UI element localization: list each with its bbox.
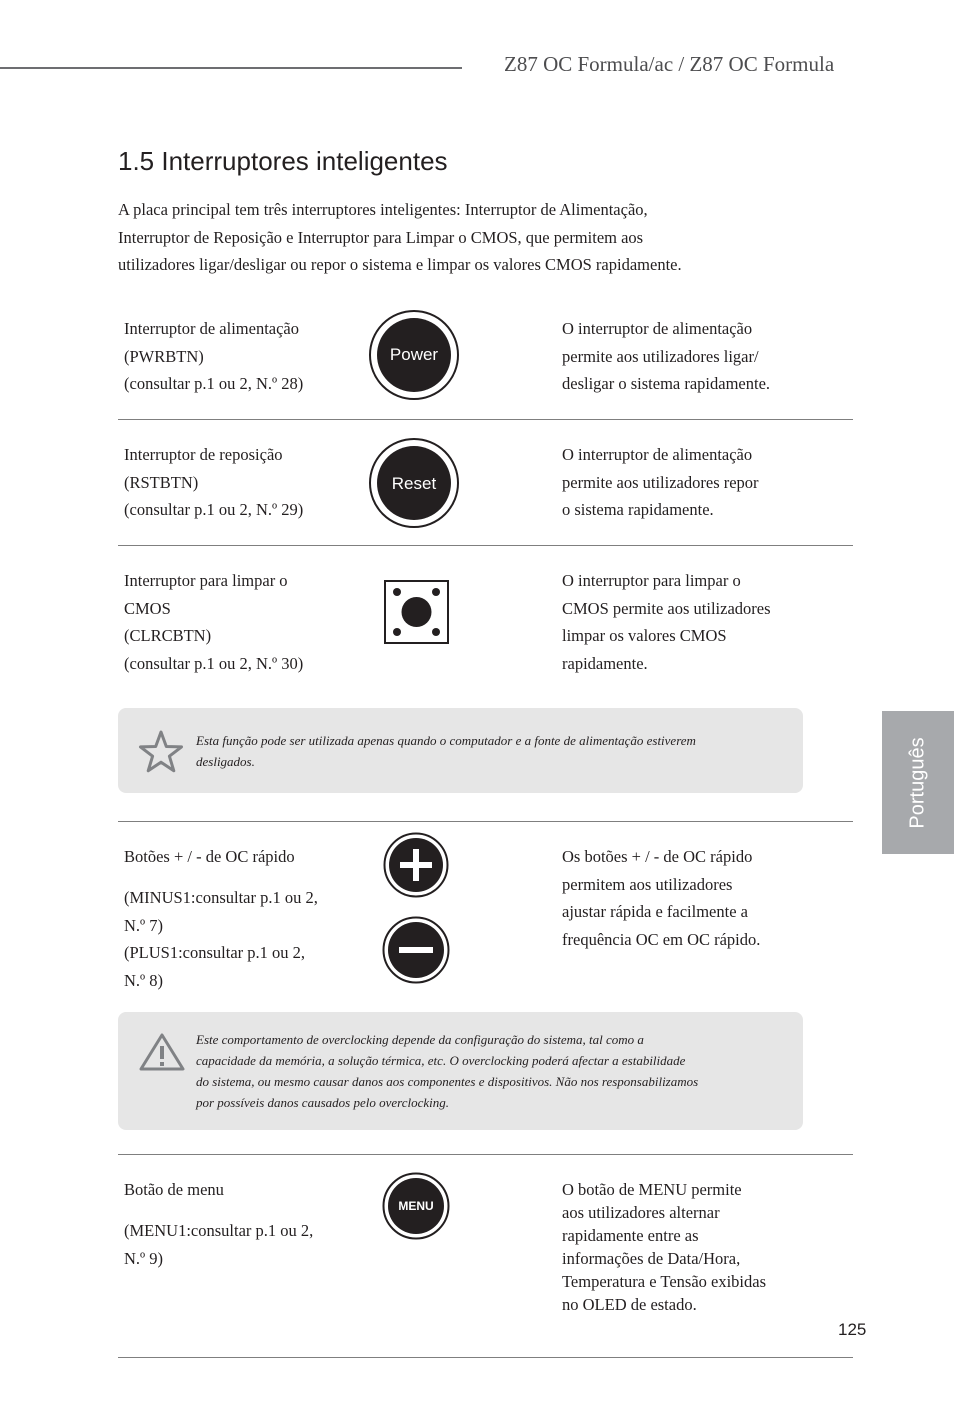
desc-line: desligar o sistema rapidamente. <box>562 374 771 393</box>
note-line: Esta função pode ser utilizada apenas quando o computador e a fonte de alimentação estiverem <box>196 733 696 748</box>
menu-references <box>124 1217 313 1272</box>
reset-button-text: Reset <box>391 474 437 493</box>
desc-line: rapidamente. <box>562 653 648 673</box>
row-divider <box>118 1154 853 1155</box>
header-rule <box>0 67 462 69</box>
warning-line: por possíveis danos causados pelo overclocking. <box>196 1095 449 1110</box>
row-divider <box>118 545 853 546</box>
ref-line: (MINUS1:consultar p.1 ou 2, <box>124 888 318 907</box>
desc-line: O interruptor de alimentação <box>562 319 753 338</box>
desc-line: frequência OC em OC rápido. <box>562 929 761 949</box>
label-line: (RSTBTN) <box>124 472 199 492</box>
power-switch-label <box>124 315 303 398</box>
intro-paragraph <box>118 196 838 279</box>
label-line: Interruptor para limpar o <box>124 571 288 590</box>
desc-line: O botão de MENU permite <box>562 1180 742 1199</box>
desc-line: o sistema rapidamente. <box>562 500 714 519</box>
desc-line: O interruptor de alimentação <box>562 445 753 464</box>
desc-line: no OLED de estado. <box>562 1295 697 1314</box>
label-line: (consultar p.1 ou 2, N.º 30) <box>124 653 304 673</box>
star-icon <box>138 729 184 773</box>
label-line: (consultar p.1 ou 2, N.º 28) <box>124 374 304 393</box>
rapid-oc-references <box>124 884 318 994</box>
warning-box <box>118 1012 803 1130</box>
warning-icon <box>138 1032 186 1072</box>
power-switch-description <box>562 315 770 398</box>
ref-line: (PLUS1:consultar p.1 ou 2, <box>124 943 306 962</box>
intro-line: Interruptor de Reposição e Interruptor para Limpar o CMOS, que permitem aos <box>118 227 644 247</box>
desc-line: aos utilizadores alternar <box>562 1203 720 1222</box>
clrcmos-switch-description <box>562 567 771 677</box>
rapid-oc-title: Botões + / - de OC rápido <box>124 847 295 866</box>
desc-line: CMOS permite aos utilizadores <box>562 598 771 618</box>
ref-line: N.º 8) <box>124 970 164 990</box>
reset-button-icon <box>368 437 460 529</box>
plus-icon <box>383 832 449 898</box>
reset-switch-label <box>124 441 303 524</box>
language-tab-label: Português <box>906 736 929 829</box>
note-text <box>196 730 696 772</box>
desc-line: O interruptor para limpar o <box>562 571 741 590</box>
header-title: Z87 OC Formula/ac / Z87 OC Formula <box>504 52 835 76</box>
desc-line: permitem aos utilizadores <box>562 874 733 894</box>
rapid-oc-description <box>562 843 760 953</box>
desc-line: permite aos utilizadores repor <box>562 472 759 492</box>
label-line: CMOS <box>124 598 171 618</box>
clrcmos-switch-icon <box>384 580 450 644</box>
intro-line: utilizadores ligar/desligar ou repor o sistema e limpar os valores CMOS rapidamente. <box>118 255 682 274</box>
desc-line: Os botões + / - de OC rápido <box>562 847 753 866</box>
row-divider <box>118 821 853 822</box>
intro-line: A placa principal tem três interruptores inteligentes: Interruptor de Alimentação, <box>118 200 648 219</box>
warning-line: do sistema, ou mesmo causar danos aos componentes e dispositivos. Não nos responsabilizamos <box>196 1074 699 1089</box>
desc-line: limpar os valores CMOS <box>562 626 727 645</box>
desc-line: rapidamente entre as <box>562 1226 699 1245</box>
label-line: Interruptor de alimentação <box>124 319 299 338</box>
label-line: (consultar p.1 ou 2, N.º 29) <box>124 500 304 519</box>
clrcmos-switch-label <box>124 567 303 677</box>
desc-line: permite aos utilizadores ligar/ <box>562 346 759 366</box>
desc-line: informações de Data/Hora, <box>562 1249 741 1268</box>
note-box <box>118 708 803 793</box>
warning-line: Este comportamento de overclocking depende da configuração do sistema, tal como a <box>196 1032 644 1047</box>
page-number: 125 <box>838 1320 867 1339</box>
row-divider <box>118 419 853 420</box>
warning-line: capacidade da memória, a solução térmica, etc. O overclocking poderá afectar a estabilidade <box>196 1053 686 1068</box>
minus-icon <box>382 916 450 984</box>
power-button-icon <box>368 309 460 401</box>
ref-line: (MENU1:consultar p.1 ou 2, <box>124 1221 314 1240</box>
footer-rule <box>118 1357 853 1358</box>
desc-line: Temperatura e Tensão exibidas <box>562 1272 767 1291</box>
ref-line: N.º 9) <box>124 1248 164 1268</box>
ref-line: N.º 7) <box>124 915 164 935</box>
language-tab <box>882 711 954 854</box>
label-line: Interruptor de reposição <box>124 445 283 464</box>
note-line: desligados. <box>196 754 255 769</box>
warning-text <box>196 1029 698 1113</box>
label-line: (PWRBTN) <box>124 346 204 366</box>
section-title: 1.5 Interruptores inteligentes <box>118 146 448 176</box>
label-line: (CLRCBTN) <box>124 626 212 645</box>
menu-description <box>562 1178 766 1316</box>
menu-button-icon <box>382 1172 450 1240</box>
power-button-text: Power <box>389 345 439 364</box>
menu-title: Botão de menu <box>124 1180 224 1199</box>
menu-button-text: MENU <box>398 1199 434 1213</box>
desc-line: ajustar rápida e facilmente a <box>562 902 748 921</box>
reset-switch-description <box>562 441 759 524</box>
